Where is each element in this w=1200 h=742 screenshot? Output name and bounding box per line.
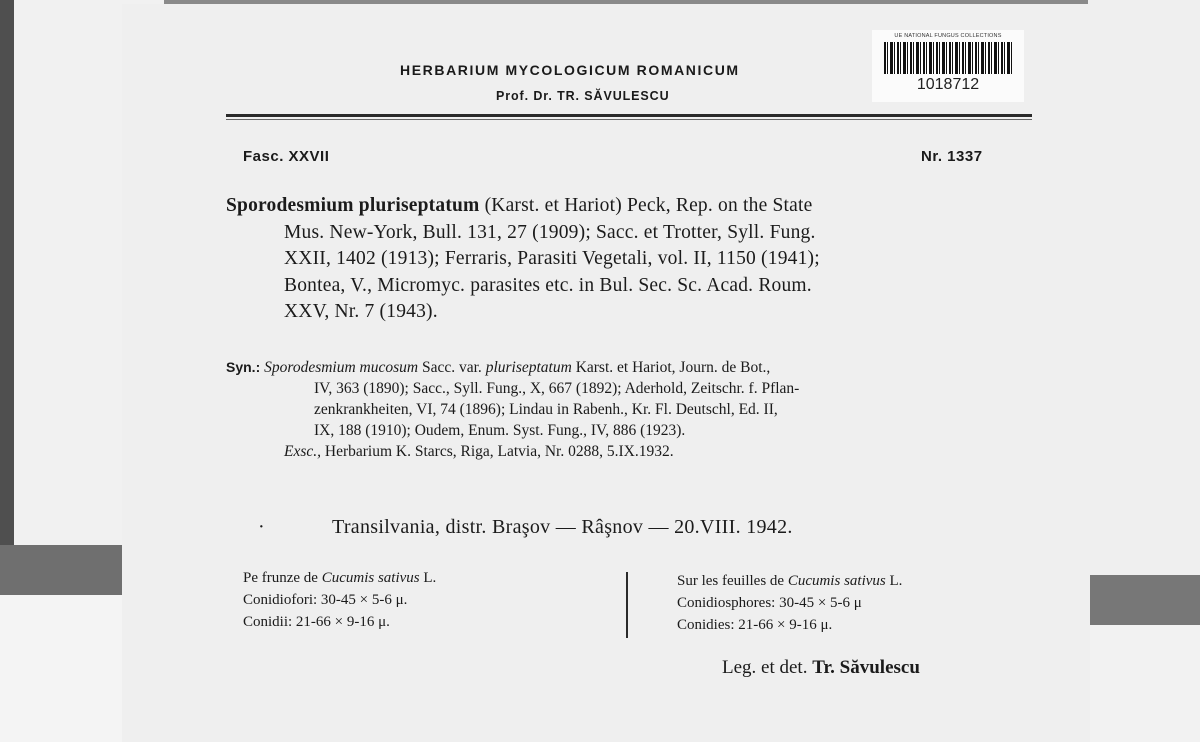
background-dark-edge-left xyxy=(0,0,14,545)
header-rule xyxy=(226,114,1032,117)
species-citation xyxy=(226,193,1038,326)
synonymy-line xyxy=(226,357,1038,378)
conidiophores-ro: Conidiofori: 30-45 × 5-6 μ. xyxy=(243,592,408,608)
background-gray-right xyxy=(1088,575,1200,625)
locality-text: Transilvania, distr. Braşov — Râşnov — 20.VIII. 1942. xyxy=(332,516,793,538)
synonymy-section xyxy=(226,357,1038,462)
locality-line xyxy=(258,516,793,539)
citation-line: Bontea, V., Micromyc. parasites etc. in Bul. Sec. Sc. Acad. Roum. xyxy=(284,274,812,296)
column-divider xyxy=(626,572,628,638)
collector-name: Tr. Săvulescu xyxy=(812,657,920,678)
header-rule-thin xyxy=(226,119,1032,120)
host-line-fr xyxy=(677,570,902,592)
exsiccata-label: Exsc., xyxy=(284,443,322,460)
host-suffix-fr: L. xyxy=(889,573,903,589)
specimen-number: Nr. 1337 xyxy=(921,148,983,165)
species-name: Sporodesmium pluriseptatum xyxy=(226,195,480,216)
french-description xyxy=(677,570,902,636)
host-line-ro xyxy=(243,567,436,589)
conidiophores-fr: Conidiosphores: 30-45 × 5-6 μ xyxy=(677,595,862,611)
exsiccata-text: Herbarium K. Starcs, Riga, Latvia, Nr. 0288, 5.IX.1932. xyxy=(324,443,674,460)
collector-line xyxy=(722,657,920,679)
barcode-number: 1018712 xyxy=(916,76,980,93)
synonym-name: Sporodesmium mucosum xyxy=(264,359,419,376)
conidia-ro: Conidii: 21-66 × 9-16 μ. xyxy=(243,614,390,630)
conidia-fr: Conidies: 21-66 × 9-16 μ. xyxy=(677,617,833,633)
romanian-description xyxy=(243,567,436,633)
synonymy-line: zenkrankheiten, VI, 74 (1896); Lindau in Rabenh., Kr. Fl. Deutschl, Ed. II, xyxy=(314,401,778,418)
herbarium-subtitle: Prof. Dr. TR. SĂVULESCU xyxy=(496,89,670,103)
host-prefix-fr: Sur les feuilles de xyxy=(677,573,785,589)
collector-prefix: Leg. et det. xyxy=(722,657,808,678)
citation-line: XXV, Nr. 7 (1943). xyxy=(284,301,438,322)
background-sheet-bottom-left xyxy=(0,595,135,742)
citation-line: XXII, 1402 (1913); Ferraris, Parasiti Vegetali, vol. II, 1150 (1941); xyxy=(284,248,820,269)
synonym-variety: pluriseptatum xyxy=(485,359,572,376)
host-prefix-ro: Pe frunze de xyxy=(243,570,318,586)
exsiccata-line xyxy=(226,441,1038,462)
citation-text: (Karst. et Hariot) Peck, Rep. on the State xyxy=(484,195,813,216)
barcode-icon xyxy=(884,42,1012,74)
synonymy-label: Syn.: xyxy=(226,359,261,375)
background-sheet-right xyxy=(1088,0,1200,580)
host-name-ro: Cucumis sativus xyxy=(321,570,420,586)
host-suffix-ro: L. xyxy=(423,570,437,586)
synonym-authority: Karst. et Hariot, Journ. de Bot., xyxy=(575,359,771,376)
barcode-caption: UE NATIONAL FUNGUS COLLECTIONS xyxy=(894,33,1002,39)
synonym-rank: Sacc. var. xyxy=(421,359,482,376)
synonymy-line: IV, 363 (1890); Sacc., Syll. Fung., X, 667 (1892); Aderhold, Zeitschr. f. Pflan- xyxy=(314,380,800,397)
locality-bullet: · xyxy=(258,516,265,538)
background-sheet-bottom-right xyxy=(1088,625,1200,742)
fascicle-label: Fasc. XXVII xyxy=(243,148,330,165)
host-name-fr: Cucumis sativus xyxy=(787,573,886,589)
barcode-sticker xyxy=(872,30,1024,102)
citation-line: Mus. New-York, Bull. 131, 27 (1909); Sacc. et Trotter, Syll. Fung. xyxy=(284,221,816,243)
herbarium-title: HERBARIUM MYCOLOGICUM ROMANICUM xyxy=(400,62,740,78)
synonymy-line: IX, 188 (1910); Oudem, Enum. Syst. Fung., IV, 886 (1923). xyxy=(314,422,686,439)
citation-line xyxy=(226,193,1038,220)
